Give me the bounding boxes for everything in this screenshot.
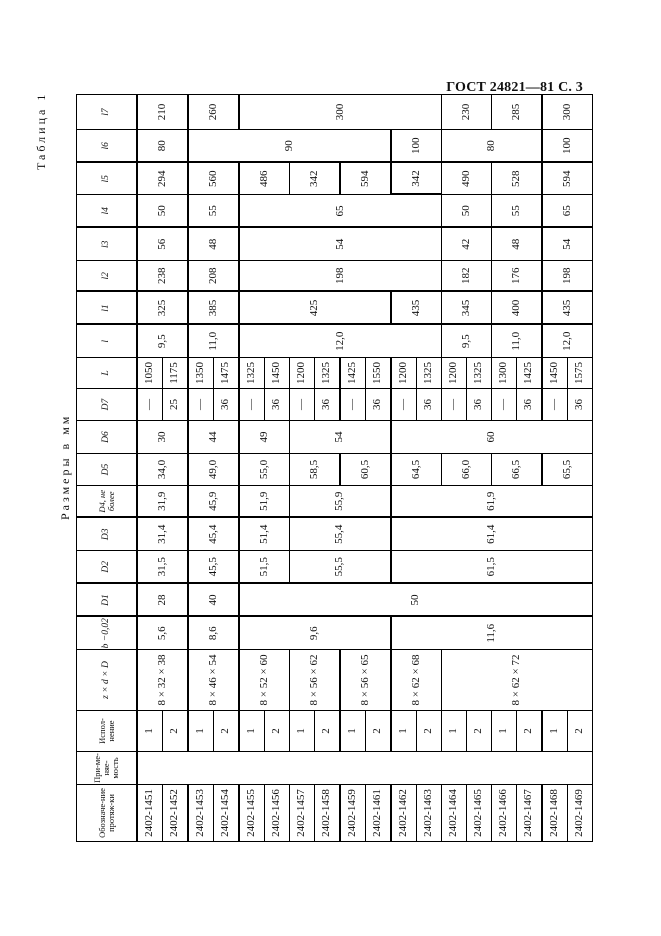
col-D6: D6 bbox=[77, 421, 138, 454]
table-row bbox=[542, 95, 568, 842]
zdD-cell: 8 × 32 × 38 bbox=[137, 650, 188, 711]
table-row bbox=[492, 95, 517, 842]
D1-cell: 50 bbox=[239, 584, 593, 617]
version-cell: 2 bbox=[467, 711, 492, 752]
designation-cell: 2402-1455 bbox=[239, 785, 265, 842]
D4-cell: 31,9 bbox=[137, 486, 188, 518]
l-cell: 9,5 bbox=[442, 325, 492, 358]
l5-cell: 342 bbox=[290, 163, 341, 195]
D7-cell: — bbox=[391, 389, 417, 421]
designation-cell: 2402-1451 bbox=[137, 785, 163, 842]
b-cell: 5,6 bbox=[137, 617, 188, 650]
l5-cell: 528 bbox=[492, 163, 543, 195]
version-cell: 2 bbox=[163, 711, 189, 752]
D5-cell: 64,5 bbox=[391, 454, 442, 486]
D6-cell: 49 bbox=[239, 421, 290, 454]
designation-cell: 2402-1456 bbox=[265, 785, 290, 842]
L-cell: 1450 bbox=[542, 358, 568, 389]
l5-cell: 594 bbox=[340, 163, 391, 195]
D6-cell: 30 bbox=[137, 421, 188, 454]
designation-cell: 2402-1463 bbox=[417, 785, 442, 842]
col-l7: l7 bbox=[77, 95, 138, 130]
D3-cell: 61,4 bbox=[391, 518, 593, 551]
D3-cell: 31,4 bbox=[137, 518, 188, 551]
l5-cell: 490 bbox=[442, 163, 492, 195]
l1-cell: 435 bbox=[542, 292, 593, 325]
page-header: ГОСТ 24821—81 С. 3 bbox=[446, 80, 583, 95]
L-cell: 1350 bbox=[188, 358, 214, 389]
D4-cell: 45,9 bbox=[188, 486, 239, 518]
l3-cell: 54 bbox=[542, 228, 593, 261]
D2-cell: 55,5 bbox=[290, 551, 392, 584]
version-cell: 1 bbox=[542, 711, 568, 752]
D4-cell: 61,9 bbox=[391, 486, 593, 518]
L-cell: 1550 bbox=[366, 358, 392, 389]
l6-cell: 100 bbox=[391, 130, 442, 163]
D7-cell: 36 bbox=[417, 389, 442, 421]
L-cell: 1475 bbox=[214, 358, 240, 389]
L-cell: 1325 bbox=[239, 358, 265, 389]
D2-cell: 31,5 bbox=[137, 551, 188, 584]
version-cell: 2 bbox=[366, 711, 392, 752]
l4-cell: 50 bbox=[442, 195, 492, 228]
table-row bbox=[239, 95, 265, 842]
col-D7: D7 bbox=[77, 389, 138, 421]
col-D1: D1 bbox=[77, 584, 138, 617]
designation-cell: 2402-1461 bbox=[366, 785, 392, 842]
D5-cell: 66,5 bbox=[492, 454, 543, 486]
zdD-cell: 8 × 52 × 60 bbox=[239, 650, 290, 711]
col-l3: l3 bbox=[77, 228, 138, 261]
version-cell: 1 bbox=[239, 711, 265, 752]
col-version: Испол-нение bbox=[77, 711, 138, 752]
col-designation: Обозначе-ние протяж-ки bbox=[77, 785, 138, 842]
col-b: b −0,02 bbox=[77, 617, 138, 650]
zdD-cell: 8 × 62 × 68 bbox=[391, 650, 442, 711]
designation-cell: 2402-1458 bbox=[315, 785, 341, 842]
col-l4: l4 bbox=[77, 195, 138, 228]
D6-cell: 54 bbox=[290, 421, 392, 454]
l4-cell: 55 bbox=[492, 195, 543, 228]
l3-cell: 48 bbox=[492, 228, 543, 261]
col-zdD: z × d × D bbox=[77, 650, 138, 711]
col-D3: D3 bbox=[77, 518, 138, 551]
zdD-cell: 8 × 56 × 65 bbox=[340, 650, 391, 711]
D5-cell: 55,0 bbox=[239, 454, 290, 486]
l2-cell: 198 bbox=[239, 261, 442, 292]
version-cell: 2 bbox=[265, 711, 290, 752]
l7-cell: 285 bbox=[492, 95, 543, 130]
table-row bbox=[137, 95, 163, 842]
L-cell: 1425 bbox=[517, 358, 543, 389]
table-row bbox=[188, 95, 214, 842]
version-cell: 2 bbox=[568, 711, 593, 752]
l2-cell: 176 bbox=[492, 261, 543, 292]
version-cell: 1 bbox=[290, 711, 315, 752]
l1-cell: 385 bbox=[188, 292, 239, 325]
D7-cell: 36 bbox=[315, 389, 341, 421]
D7-cell: — bbox=[290, 389, 315, 421]
L-cell: 1200 bbox=[442, 358, 467, 389]
version-cell: 1 bbox=[442, 711, 467, 752]
L-cell: 1300 bbox=[492, 358, 517, 389]
D7-cell: 36 bbox=[265, 389, 290, 421]
D4-cell: 51,9 bbox=[239, 486, 290, 518]
L-cell: 1200 bbox=[391, 358, 417, 389]
D4-cell: 55,9 bbox=[290, 486, 392, 518]
col-l5: l5 bbox=[77, 163, 138, 195]
D7-cell: — bbox=[542, 389, 568, 421]
col-l2: l2 bbox=[77, 261, 138, 292]
designation-cell: 2402-1462 bbox=[391, 785, 417, 842]
l-cell: 11,0 bbox=[492, 325, 543, 358]
l-cell: 11,0 bbox=[188, 325, 239, 358]
l-cell: 12,0 bbox=[542, 325, 593, 358]
designation-cell: 2402-1453 bbox=[188, 785, 214, 842]
l5-cell: 486 bbox=[239, 163, 290, 195]
l2-cell: 208 bbox=[188, 261, 239, 292]
dimensions-table-rotated bbox=[76, 95, 586, 842]
D3-cell: 45,4 bbox=[188, 518, 239, 551]
designation-cell: 2402-1457 bbox=[290, 785, 315, 842]
designation-cell: 2402-1452 bbox=[163, 785, 189, 842]
L-cell: 1575 bbox=[568, 358, 593, 389]
l6-cell: 80 bbox=[137, 130, 188, 163]
D5-cell: 34,0 bbox=[137, 454, 188, 486]
D1-cell: 28 bbox=[137, 584, 188, 617]
D7-cell: — bbox=[492, 389, 517, 421]
l5-cell: 560 bbox=[188, 163, 239, 195]
version-cell: 2 bbox=[315, 711, 341, 752]
designation-cell: 2402-1468 bbox=[542, 785, 568, 842]
table-caption: Таблица 1 bbox=[34, 91, 48, 170]
L-cell: 1325 bbox=[417, 358, 442, 389]
l3-cell: 56 bbox=[137, 228, 188, 261]
zdD-cell: 8 × 46 × 54 bbox=[188, 650, 239, 711]
designation-cell: 2402-1469 bbox=[568, 785, 593, 842]
l4-cell: 50 bbox=[137, 195, 188, 228]
designation-cell: 2402-1466 bbox=[492, 785, 517, 842]
L-cell: 1050 bbox=[137, 358, 163, 389]
l1-cell: 325 bbox=[137, 292, 188, 325]
l3-cell: 48 bbox=[188, 228, 239, 261]
l1-cell: 400 bbox=[492, 292, 543, 325]
l2-cell: 182 bbox=[442, 261, 492, 292]
D7-cell: 36 bbox=[366, 389, 392, 421]
D1-cell: 40 bbox=[188, 584, 239, 617]
l2-cell: 198 bbox=[542, 261, 593, 292]
L-cell: 1450 bbox=[265, 358, 290, 389]
b-cell: 9,6 bbox=[239, 617, 391, 650]
l5-cell: 594 bbox=[542, 163, 593, 195]
col-D2: D2 bbox=[77, 551, 138, 584]
zdD-cell: 8 × 56 × 62 bbox=[290, 650, 341, 711]
col-D4: D4, не более bbox=[77, 486, 138, 518]
col-l: l bbox=[77, 325, 138, 358]
l4-cell: 65 bbox=[239, 195, 442, 228]
version-cell: 1 bbox=[492, 711, 517, 752]
D6-cell: 44 bbox=[188, 421, 239, 454]
D7-cell: — bbox=[340, 389, 366, 421]
l5-cell: 294 bbox=[137, 163, 188, 195]
version-cell: 2 bbox=[417, 711, 442, 752]
version-cell: 1 bbox=[188, 711, 214, 752]
col-l6: l6 bbox=[77, 130, 138, 163]
D7-cell: 36 bbox=[467, 389, 492, 421]
D5-cell: 49,0 bbox=[188, 454, 239, 486]
l-cell: 12,0 bbox=[239, 325, 442, 358]
D5-cell: 60,5 bbox=[340, 454, 391, 486]
version-cell: 1 bbox=[137, 711, 163, 752]
D7-cell: — bbox=[239, 389, 265, 421]
D5-cell: 65,5 bbox=[542, 454, 593, 486]
l7-cell: 300 bbox=[239, 95, 442, 130]
l5-cell: 342 bbox=[391, 163, 442, 195]
L-cell: 1175 bbox=[163, 358, 189, 389]
l4-cell: 65 bbox=[542, 195, 593, 228]
D7-cell: — bbox=[188, 389, 214, 421]
D7-cell: — bbox=[137, 389, 163, 421]
L-cell: 1425 bbox=[340, 358, 366, 389]
l7-cell: 300 bbox=[542, 95, 593, 130]
designation-cell: 2402-1454 bbox=[214, 785, 240, 842]
D7-cell: — bbox=[442, 389, 467, 421]
L-cell: 1200 bbox=[290, 358, 315, 389]
col-l1: l1 bbox=[77, 292, 138, 325]
b-cell: 11,6 bbox=[391, 617, 593, 650]
dimensions-table bbox=[76, 94, 593, 842]
l-cell: 9,5 bbox=[137, 325, 188, 358]
l3-cell: 42 bbox=[442, 228, 492, 261]
l6-cell: 90 bbox=[188, 130, 391, 163]
version-cell: 1 bbox=[340, 711, 366, 752]
D5-cell: 66,0 bbox=[442, 454, 492, 486]
l1-cell: 435 bbox=[391, 292, 442, 325]
col-D5: D5 bbox=[77, 454, 138, 486]
D2-cell: 61,5 bbox=[391, 551, 593, 584]
l7-cell: 210 bbox=[137, 95, 188, 130]
D7-cell: 36 bbox=[568, 389, 593, 421]
l2-cell: 238 bbox=[137, 261, 188, 292]
l7-cell: 260 bbox=[188, 95, 239, 130]
l6-cell: 80 bbox=[442, 130, 543, 163]
D2-cell: 51,5 bbox=[239, 551, 290, 584]
D2-cell: 45,5 bbox=[188, 551, 239, 584]
D3-cell: 51,4 bbox=[239, 518, 290, 551]
D3-cell: 55,4 bbox=[290, 518, 392, 551]
col-applicability: При-ме-няе-мость bbox=[77, 752, 138, 785]
l6-cell: 100 bbox=[542, 130, 593, 163]
D5-cell: 58,5 bbox=[290, 454, 341, 486]
l4-cell: 55 bbox=[188, 195, 239, 228]
designation-cell: 2402-1459 bbox=[340, 785, 366, 842]
D7-cell: 25 bbox=[163, 389, 189, 421]
designation-cell: 2402-1465 bbox=[467, 785, 492, 842]
table-row bbox=[442, 95, 467, 842]
L-cell: 1325 bbox=[315, 358, 341, 389]
zdD-cell: 8 × 62 × 72 bbox=[442, 650, 593, 711]
col-L: L bbox=[77, 358, 138, 389]
l7-cell: 230 bbox=[442, 95, 492, 130]
designation-cell: 2402-1467 bbox=[517, 785, 543, 842]
version-cell: 2 bbox=[214, 711, 240, 752]
l1-cell: 425 bbox=[239, 292, 391, 325]
l1-cell: 345 bbox=[442, 292, 492, 325]
l3-cell: 54 bbox=[239, 228, 442, 261]
D7-cell: 36 bbox=[517, 389, 543, 421]
version-cell: 2 bbox=[517, 711, 543, 752]
D7-cell: 36 bbox=[214, 389, 240, 421]
units-caption: Размеры в мм bbox=[58, 413, 72, 520]
L-cell: 1325 bbox=[467, 358, 492, 389]
designation-cell: 2402-1464 bbox=[442, 785, 467, 842]
version-cell: 1 bbox=[391, 711, 417, 752]
b-cell: 8,6 bbox=[188, 617, 239, 650]
D6-cell: 60 bbox=[391, 421, 593, 454]
applicability-cell bbox=[137, 752, 593, 785]
